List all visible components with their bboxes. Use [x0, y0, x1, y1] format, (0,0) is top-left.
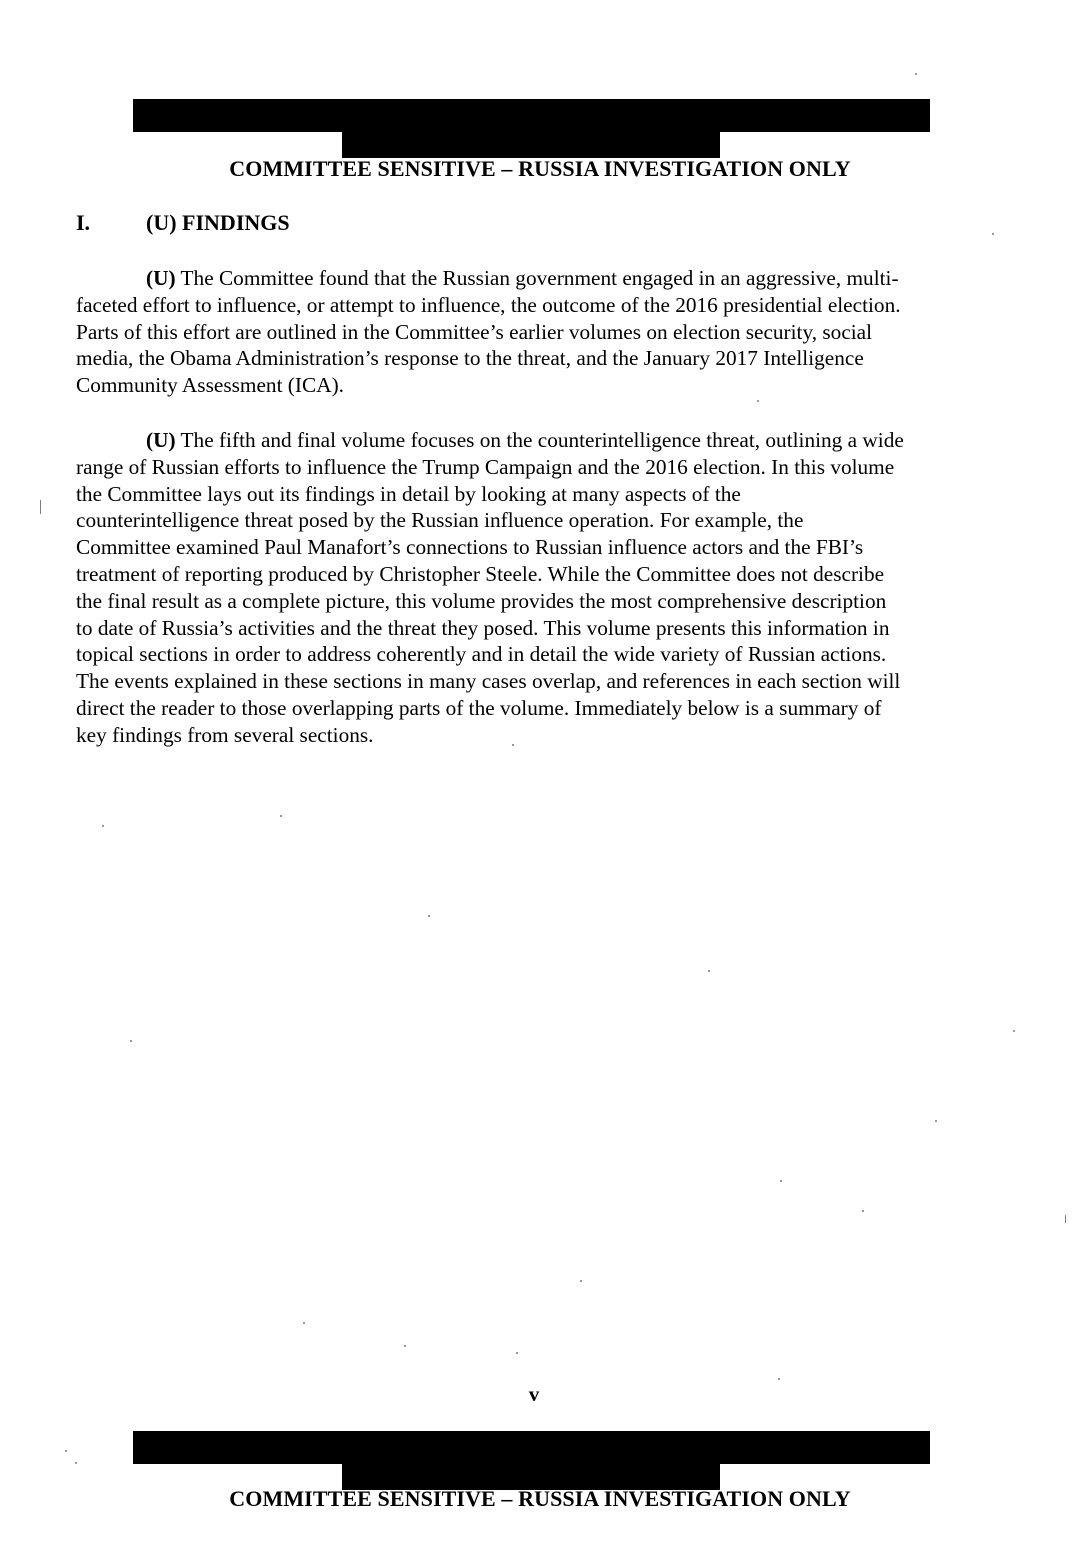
section-heading: [76, 208, 290, 238]
top-redaction-bar: [133, 99, 930, 132]
paragraph-line: range of Russian efforts to influence the Trump Campaign and the 2016 election. In this volume: [76, 454, 895, 479]
scan-speck: [757, 400, 759, 402]
paragraph-line: Community Assessment (ICA).: [76, 373, 344, 398]
scan-speck: [40, 500, 41, 514]
scan-speck: [303, 1322, 305, 1324]
footer-classification-marking: [0, 1486, 1080, 1512]
portion-marking: (U): [146, 266, 176, 290]
paragraph-fifth-volume: [76, 427, 988, 749]
scan-speck: [428, 915, 430, 917]
scan-speck: [992, 233, 994, 235]
paragraph-line: [76, 265, 988, 292]
scan-speck: [862, 1210, 864, 1212]
paragraph-line: the final result as a complete picture, this volume provides the most comprehensive description: [76, 588, 887, 613]
scan-speck: [102, 825, 104, 827]
paragraph-line: topical sections in order to address coherently and in detail the wide variety of Russian actions.: [76, 642, 887, 667]
scan-speck: [708, 970, 710, 972]
page-number: v: [528, 1382, 540, 1406]
paragraph-line: [76, 427, 988, 454]
top-redaction-block: [342, 130, 720, 158]
scan-speck: [130, 1040, 132, 1042]
footer-marking-text: COMMITTEE SENSITIVE – RUSSIA INVESTIGATION ONLY: [229, 1486, 851, 1511]
scan-speck: [780, 1180, 782, 1182]
paragraph-text: The fifth and final volume focuses on the counterintelligence threat, outlining a wide: [180, 428, 904, 452]
scan-speck: [404, 1345, 406, 1347]
scan-speck: [935, 1120, 937, 1122]
scan-speck: [65, 1450, 67, 1452]
scan-speck: [1065, 1215, 1066, 1223]
paragraph-line: Committee examined Paul Manafort’s connections to Russian influence actors and the FBI’s: [76, 535, 864, 560]
header-classification-marking: [0, 156, 1080, 182]
paragraph-line: faceted effort to influence, or attempt to influence, the outcome of the 2016 presidential election.: [76, 292, 901, 317]
paragraph-line: Parts of this effort are outlined in the Committee’s earlier volumes on election security, social: [76, 319, 873, 344]
scan-speck: [75, 1462, 77, 1464]
scan-speck: [512, 744, 514, 746]
paragraph-line: the Committee lays out its findings in detail by looking at many aspects of the: [76, 481, 741, 506]
paragraph-text: The Committee found that the Russian government engaged in an aggressive, multi-: [180, 266, 899, 290]
scan-speck: [1013, 1030, 1015, 1032]
paragraph-line: key findings from several sections.: [76, 722, 374, 747]
scan-speck: [915, 73, 917, 75]
paragraph-line: The events explained in these sections in many cases overlap, and references in each section will: [76, 669, 901, 694]
portion-marking: (U): [146, 428, 176, 452]
paragraph-line: treatment of reporting produced by Christopher Steele. While the Committee does not describe: [76, 561, 885, 586]
paragraph-line: direct the reader to those overlapping parts of the volume. Immediately below is a summary of: [76, 695, 882, 720]
header-marking-text: COMMITTEE SENSITIVE – RUSSIA INVESTIGATION ONLY: [229, 156, 851, 181]
scan-speck: [280, 815, 282, 817]
section-title: (U) FINDINGS: [146, 210, 290, 235]
scan-speck: [778, 1378, 780, 1380]
paragraph-line: media, the Obama Administration’s response to the threat, and the January 2017 Intelligence: [76, 346, 864, 371]
scan-speck: [580, 1280, 582, 1282]
section-number: I.: [76, 210, 91, 235]
paragraph-line: to date of Russia’s activities and the threat they posed. This volume presents this information in: [76, 615, 890, 640]
scan-speck: [516, 1352, 518, 1354]
paragraph-findings-intro: [76, 265, 988, 399]
bottom-redaction-bar: [133, 1431, 930, 1464]
paragraph-line: counterintelligence threat posed by the Russian influence operation. For example, the: [76, 508, 804, 533]
